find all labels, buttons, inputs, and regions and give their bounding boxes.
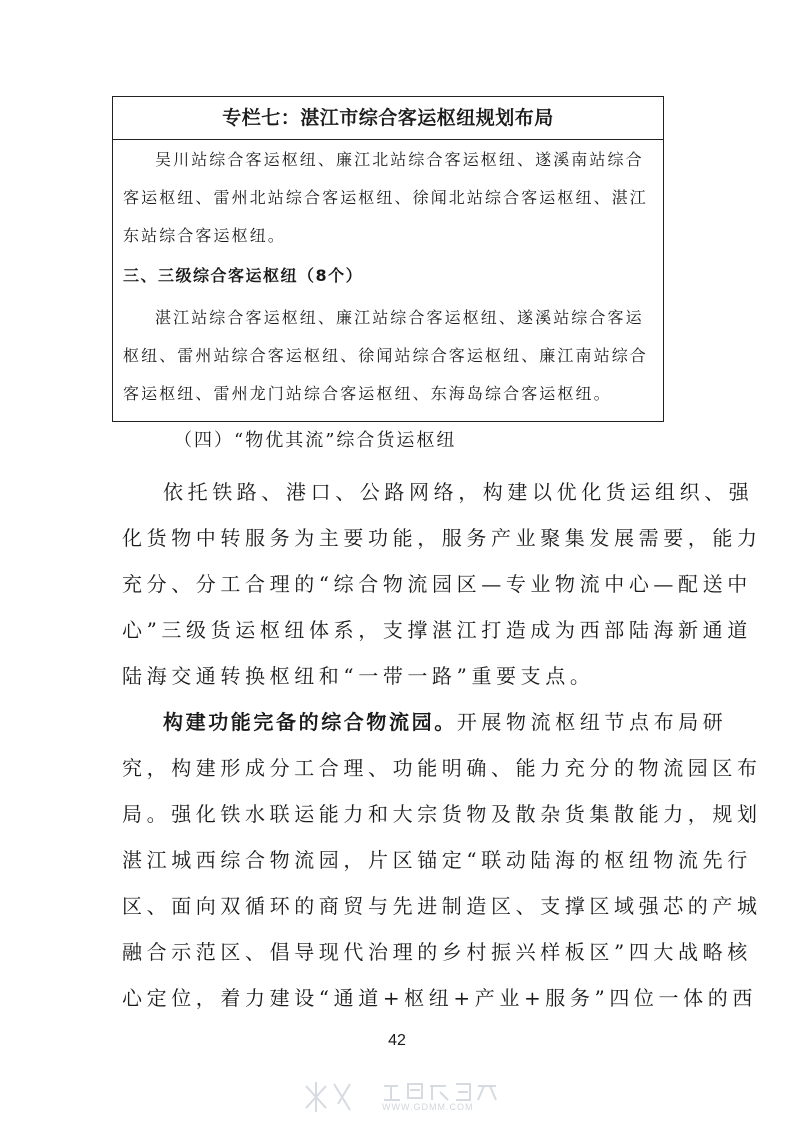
paragraph-lead: 构建功能完备的综合物流园。	[163, 710, 457, 734]
box-text-line: 客运枢纽、雷州北站综合客运枢纽、徐闻北站综合客运枢纽、湛江	[123, 188, 648, 207]
box-text-line: 客运枢纽、雷州龙门站综合客运枢纽、东海岛综合客运枢纽。	[123, 384, 612, 403]
box-subheading: 三、三级综合客运枢纽（8个）	[123, 266, 364, 285]
paragraph-line: 区、面向双循环的商贸与先进制造区、支撑区域强芯的产城	[122, 894, 762, 918]
column-box	[112, 96, 664, 422]
section-heading: （四）“物优其流”综合货运枢纽	[174, 430, 457, 451]
paragraph-line: 究，构建形成分工合理、功能明确、能力充分的物流园区布	[122, 756, 762, 780]
paragraph-line: 陆海交通转换枢纽和“一带一路”重要支点。	[122, 664, 595, 688]
box-text-line: 湛江站综合客运枢纽、廉江站综合客运枢纽、遂溪站综合客运	[155, 308, 644, 327]
box-text-line: 吴川站综合客运枢纽、廉江北站综合客运枢纽、遂溪南站综合	[155, 150, 644, 169]
paragraph-line	[163, 706, 727, 735]
watermark-logo-icon	[300, 1078, 510, 1118]
paragraph-line: 湛江城西综合物流园，片区锚定“联动陆海的枢纽物流先行	[122, 848, 752, 872]
watermark	[300, 1078, 510, 1118]
paragraph-line: 心定位，着力建设“通道+枢纽+产业+服务”四位一体的西	[122, 986, 757, 1010]
box-text-line: 东站综合客运枢纽。	[123, 226, 286, 245]
watermark-url: WWW.GDMM.COM	[382, 1102, 474, 1112]
paragraph-line: 局。强化铁水联运能力和大宗货物及散杂货集散能力，规划	[122, 802, 762, 826]
paragraph-line: 依托铁路、港口、公路网络，构建以优化货运组织、强	[163, 480, 754, 504]
box-text-line: 枢纽、雷州站综合客运枢纽、徐闻站综合客运枢纽、廉江南站综合	[123, 346, 648, 365]
paragraph-line: 充分、分工合理的“综合物流园区—专业物流中心—配送中	[122, 572, 752, 596]
paragraph-line: 心”三级货运枢纽体系，支撑湛江打造成为西部陆海新通道	[122, 618, 752, 642]
paragraph-line: 融合示范区、倡导现代治理的乡村振兴样板区”四大战略核	[122, 940, 752, 964]
paragraph-line: 化货物中转服务为主要功能，服务产业聚集发展需要，能力	[122, 526, 762, 550]
box-title: 专栏七：湛江市综合客运枢纽规划布局	[113, 97, 663, 140]
paragraph-line-rest: 开展物流枢纽节点布局研	[456, 710, 728, 734]
page-number: 42	[388, 1032, 406, 1049]
